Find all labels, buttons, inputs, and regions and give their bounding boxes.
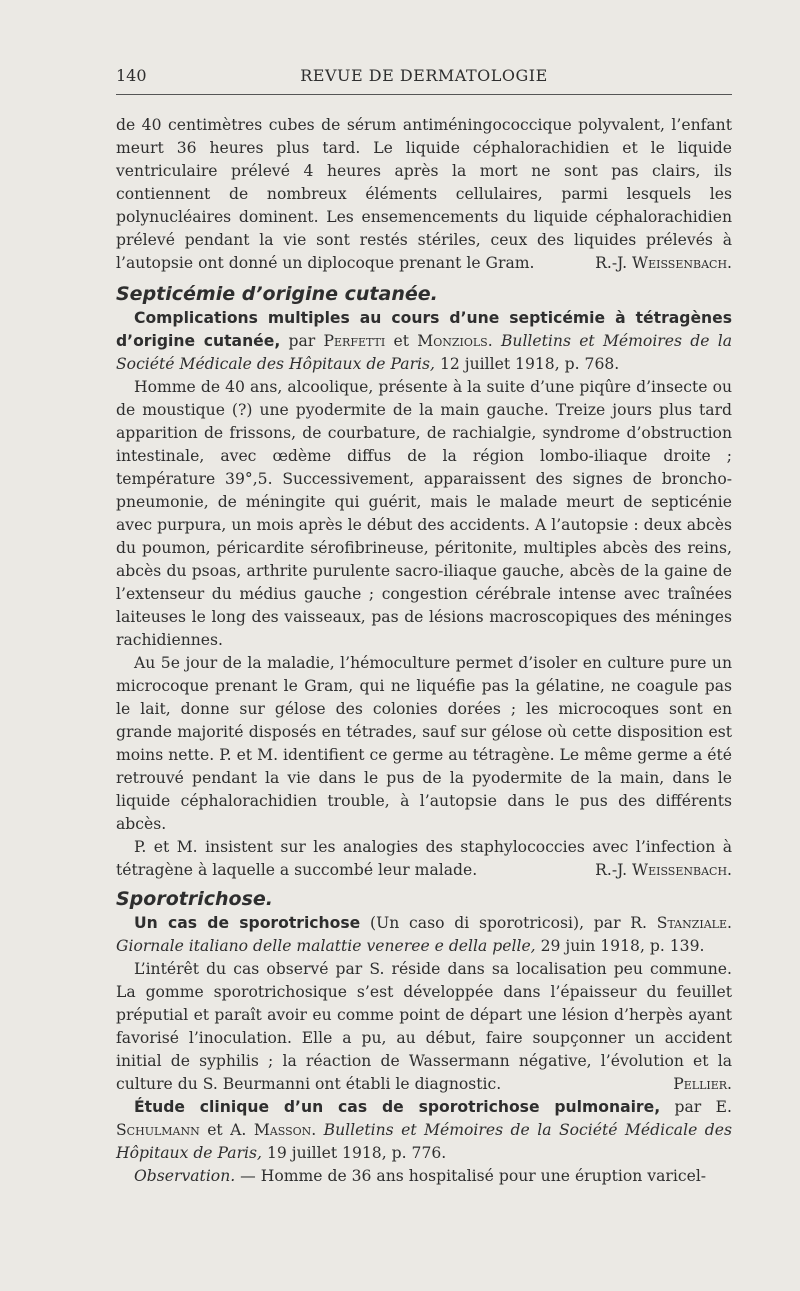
article-and: et [393, 332, 409, 350]
author-schulmann: Schulmann [116, 1121, 200, 1139]
page-header [116, 66, 732, 95]
article-heading-stanziale [116, 912, 732, 958]
body-paragraph: Homme de 40 ans, alcoolique, présente à la suite d’une piqûre d’insecte ou de moustique (?) une pyodermite de la main gauche. Treize jours plus tard apparition de frissons, de courbature, de rachialgie, syndrome d’obstruction intestinale, avec œdème diffus de la région lombo-iliaque droite ; température 39°,5. Successivement, apparaissent des signes de broncho-pneumonie, de méningite qui guérit, mais le malade meurt de septicénie avec purpura, un mois après le début des accidents. A l’autopsie : deux abcès du poumon, péricardite sérofibrineuse, péritonite, multiples abcès des reins, abcès du psoas, arthrite purulente sacro-iliaque gauche, abcès de la gaine de l’extenseur du médius gauche ; congestion cérébrale intense avec traînées laiteuses le long des vaisseaux, pas de lésions macroscopiques des méninges rachidiennes. [116, 378, 732, 649]
article-title: Étude clinique d’un cas de sporotrichose pulmonaire, [134, 1098, 661, 1116]
article-heading-perfetti [116, 307, 732, 376]
journal-date: 19 juillet 1918, p. 776. [266, 1144, 447, 1162]
article-title: Complications multiples au cours d’une septicémie à tétragènes d’origine cutanée, [116, 309, 732, 350]
body-text: L’intérêt du cas observé par S. réside dans sa localisation peu commune. La gomme sporotrichosique s’est développée dans l’épaisseur du feuillet préputial et paraît avoir eu comme point de départ une lésion d’herpès ayant favorisé l’inoculation. Elle a pu, au début, faire soupçonner un accident initial de syphilis ; la réaction de Wassermann négative, l’évolution et la culture du S. Beurmanni ont établi le diagnostic. [116, 960, 732, 1093]
journal-date: 12 juillet 1918, p. 768. [439, 355, 620, 373]
continuation-paragraph [116, 114, 732, 275]
body-text: P. et M. insistent sur les analogies des staphylococcies avec l’infection à tétragène à laquelle a succombé leur malade. [116, 838, 732, 879]
page-number: 140 [116, 66, 147, 85]
signature-weissenbach: R.-J. Weissenbach. [595, 861, 732, 879]
author-monziols: Monziols. [417, 332, 493, 350]
section-title-sporotrichose: Sporotrichose. [116, 888, 273, 910]
journal-name: Bulletins et Mémoires de la Société Médicale des Hôpitaux de Paris, [116, 332, 732, 373]
section-title-septicemie: Septicémie d’origine cutanée. [116, 283, 438, 305]
journal-date: 29 juin 1918, p. 139. [540, 937, 705, 955]
running-title: REVUE DE DERMATOLOGIE [300, 66, 548, 85]
article-title: Un cas de sporotrichose [134, 914, 361, 932]
observation-label: Observation. [134, 1167, 236, 1185]
continuation-text: de 40 centimètres cubes de sérum antiméningococcique polyvalent, l’enfant meurt 36 heures plus tard. Le liquide céphalorachidien et le liquide ventriculaire prélevé 4 heures après la mort ne sont pas clairs, ils contiennent de nombreux éléments cellulaires, parmi lesquels les polynucléaires dominent. Les ensemencements du liquide céphalorachidien prélevé pendant la vie sont restés stériles, ceux des liquides prélevés à l’autopsie ont donné un diplocoque prenant le Gram. [116, 116, 732, 272]
signature-pellier: Pellier. [673, 1075, 732, 1093]
observation-text: — Homme de 36 ans hospitalisé pour une éruption varicel- [240, 1167, 707, 1185]
journal-name: Giornale italiano delle malattie veneree e della pelle, [116, 937, 536, 955]
article-and: et A. [207, 1121, 247, 1139]
body-paragraph: Au 5e jour de la maladie, l’hémoculture permet d’isoler en culture pure un microcoque prenant le Gram, qui ne liquéfie pas la gélatine, ne coagule pas le lait, donne sur gélose des colonies dorées ; les microcoques sont en grande majorité disposés en tétrades, sauf sur gélose où cette disposition est moins nette. P. et M. identifient ce germe au tétragène. Le même germe a été retrouvé pendant la vie dans le pus de la pyodermite de la main, dans le liquide céphalorachidien trouble, à l’autopsie dans le pus des différents abcès. [116, 654, 732, 833]
article-by: par E. [674, 1098, 732, 1116]
author-perfetti: Perfetti [323, 332, 386, 350]
author-stanziale: Stanziale. [656, 914, 732, 932]
author-masson: Masson. [253, 1121, 317, 1139]
article-subtitle: (Un caso di sporotricosi), par R. [370, 914, 647, 932]
continuation-signature: R.-J. Weissenbach. [595, 254, 732, 272]
observation-paragraph [116, 1165, 732, 1188]
article-heading-schulmann [116, 1096, 732, 1165]
page-content [116, 114, 732, 1188]
journal-name: Bulletins et Mémoires de la Société Médicale des Hôpitaux de Paris, [116, 1121, 732, 1162]
body-paragraph [116, 958, 732, 1096]
article-by: par [288, 332, 316, 350]
body-paragraph [116, 836, 732, 882]
